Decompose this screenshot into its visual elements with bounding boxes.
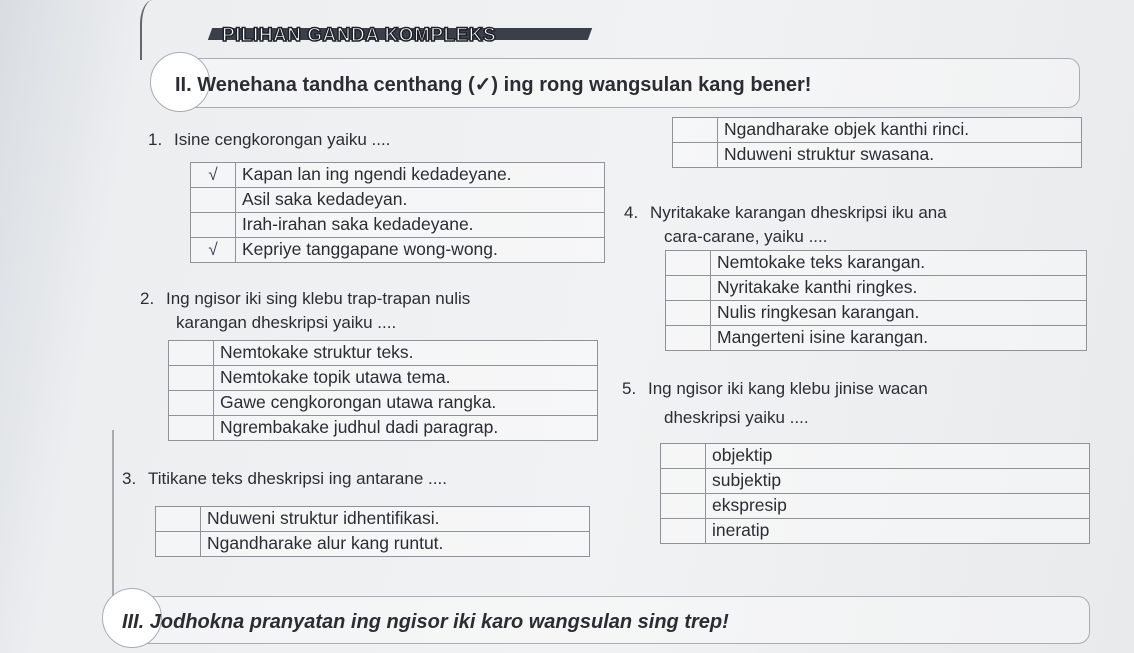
checkbox-cell[interactable] — [661, 519, 706, 544]
option-text: Ngandharake alur kang runtut. — [201, 532, 590, 557]
checkbox-cell[interactable] — [169, 366, 214, 391]
question-5 — [622, 380, 928, 397]
option-text: objektip — [706, 444, 1090, 469]
check-mark: √ — [208, 240, 218, 260]
checkbox-cell[interactable] — [673, 143, 718, 168]
option-row — [666, 251, 1087, 276]
question-1 — [148, 131, 390, 148]
option-row — [666, 276, 1087, 301]
option-row — [673, 118, 1082, 143]
question-4-line2: cara-carane, yaiku .... — [664, 227, 828, 246]
checkbox-cell[interactable] — [169, 416, 214, 441]
option-text: Nemtokake topik utawa tema. — [214, 366, 598, 391]
question-number: 3. — [122, 469, 137, 488]
question-text: Isine cengkorongan yaiku .... — [174, 130, 391, 149]
option-row — [661, 494, 1090, 519]
question-number: 1. — [148, 130, 163, 149]
option-row — [673, 143, 1082, 168]
page-title: PILIHAN GANDA KOMPLEKS — [222, 25, 497, 46]
question-text: Ing ngisor iki kang klebu jinise wacan — [648, 379, 928, 398]
section2-title: II. Wenehana tandha centhang (✓) ing rong wangsulan kang bener! — [175, 74, 812, 96]
decorative-line — [112, 430, 114, 610]
options-q2 — [168, 340, 598, 441]
checkbox-cell[interactable] — [673, 118, 718, 143]
question-number: 2. — [140, 289, 155, 308]
option-row — [169, 416, 598, 441]
checkbox-cell[interactable] — [169, 391, 214, 416]
option-row — [191, 213, 605, 238]
option-text: Irah-irahan saka kedadeyane. — [236, 213, 605, 238]
checkbox-cell[interactable] — [666, 276, 711, 301]
option-row — [191, 238, 605, 263]
question-number: 5. — [622, 379, 637, 398]
checkbox-cell[interactable] — [666, 326, 711, 351]
option-text: Nulis ringkesan karangan. — [711, 301, 1087, 326]
checkbox-cell[interactable] — [666, 251, 711, 276]
question-number: 4. — [624, 203, 639, 222]
option-row — [156, 507, 590, 532]
options-q5 — [660, 443, 1090, 544]
checkbox-cell[interactable] — [191, 188, 236, 213]
option-row — [169, 341, 598, 366]
checkbox-cell[interactable] — [156, 532, 201, 557]
option-row — [666, 326, 1087, 351]
question-2-line2: karangan dheskripsi yaiku .... — [176, 313, 397, 332]
checkbox-cell[interactable] — [191, 213, 236, 238]
checkbox-cell[interactable] — [169, 341, 214, 366]
option-row — [661, 444, 1090, 469]
option-row — [191, 188, 605, 213]
option-text: Gawe cengkorongan utawa rangka. — [214, 391, 598, 416]
option-row — [661, 519, 1090, 544]
option-text: Nemtokake teks karangan. — [711, 251, 1087, 276]
option-text: Ngandharake objek kanthi rinci. — [718, 118, 1082, 143]
option-text: Kapan lan ing ngendi kedadeyane. — [236, 163, 605, 188]
check-mark: √ — [208, 165, 218, 185]
options-q1 — [190, 162, 605, 263]
option-text: Nduweni struktur idhentifikasi. — [201, 507, 590, 532]
options-q4 — [665, 250, 1087, 351]
question-2 — [140, 290, 470, 307]
checkbox-cell[interactable] — [666, 301, 711, 326]
section3-title: III. Jodhokna pranyatan ing ngisor iki karo wangsulan sing trep! — [122, 611, 729, 633]
checkbox-cell[interactable] — [191, 163, 236, 188]
option-row — [169, 391, 598, 416]
decorative-curve — [140, 0, 172, 60]
options-q3-left — [155, 506, 590, 557]
checkbox-cell[interactable] — [661, 494, 706, 519]
question-text: Nyritakake karangan dheskripsi iku ana — [650, 203, 947, 222]
option-text: ekspresip — [706, 494, 1090, 519]
option-row — [661, 469, 1090, 494]
checkbox-cell[interactable] — [156, 507, 201, 532]
question-text: Ing ngisor iki sing klebu trap-trapan nulis — [166, 289, 471, 308]
option-text: Kepriye tanggapane wong-wong. — [236, 238, 605, 263]
checkbox-cell[interactable] — [191, 238, 236, 263]
question-3 — [122, 470, 447, 487]
question-5-line2: dheskripsi yaiku .... — [664, 408, 809, 427]
checkbox-cell[interactable] — [661, 469, 706, 494]
option-row — [666, 301, 1087, 326]
option-row — [156, 532, 590, 557]
option-text: Nyritakake kanthi ringkes. — [711, 276, 1087, 301]
option-text: Mangerteni isine karangan. — [711, 326, 1087, 351]
option-text: Asil saka kedadeyan. — [236, 188, 605, 213]
question-4 — [624, 204, 947, 221]
option-text: Nduweni struktur swasana. — [718, 143, 1082, 168]
option-row — [191, 163, 605, 188]
options-q3-right — [672, 117, 1082, 168]
option-text: ineratip — [706, 519, 1090, 544]
checkbox-cell[interactable] — [661, 444, 706, 469]
option-text: Ngrembakake judhul dadi paragrap. — [214, 416, 598, 441]
option-text: Nemtokake struktur teks. — [214, 341, 598, 366]
option-row — [169, 366, 598, 391]
option-text: subjektip — [706, 469, 1090, 494]
question-text: Titikane teks dheskripsi ing antarane .... — [148, 469, 447, 488]
